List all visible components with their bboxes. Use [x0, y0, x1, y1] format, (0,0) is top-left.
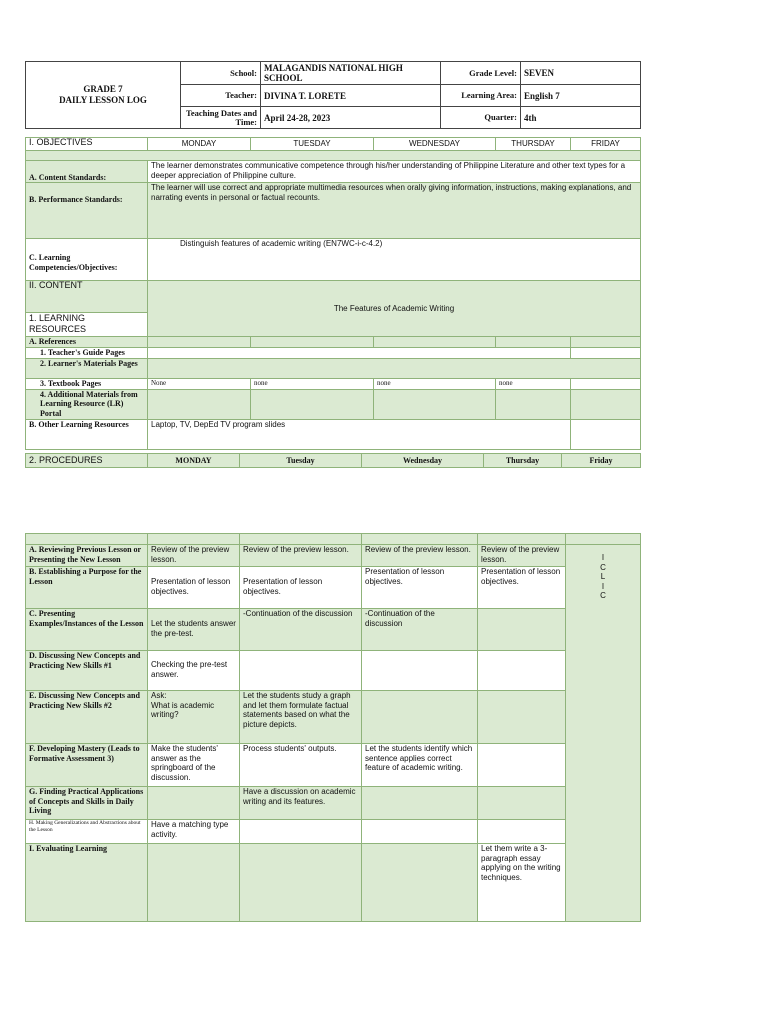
step-wednesday [362, 691, 478, 744]
textbook-monday: None [148, 378, 251, 389]
step-tuesday: Process students' outputs. [240, 744, 362, 787]
header-table [25, 61, 641, 129]
grade-title: GRADE 7 [83, 84, 123, 94]
ref-cell [496, 337, 571, 348]
iclic-letter: L [600, 572, 606, 581]
other-cell [571, 419, 641, 449]
step-wednesday [362, 651, 478, 691]
blank-cell [26, 534, 148, 545]
performance-standards-text: The learner will use correct and appropriate multimedia resources when orally giving information, instructions, making explanations, and narrating events in personal or factual recounts. [148, 183, 641, 239]
step-wednesday [362, 820, 478, 844]
step-wednesday: -Continuation of the discussion [362, 609, 478, 651]
competencies-text: Distinguish features of academic writing (EN7WC-i-c-4.2) [148, 239, 641, 281]
teacher-value: DIVINA T. LORETE [261, 85, 441, 107]
additional-cell [251, 389, 374, 419]
step-monday: Checking the pre-test answer. [148, 651, 240, 691]
additional-cell [571, 389, 641, 419]
other-resources-label: B. Other Learning Resources [26, 419, 148, 449]
step-tuesday: -Continuation of the discussion [240, 609, 362, 651]
procedures-table [25, 533, 641, 922]
step-wednesday: Presentation of lesson objectives. [362, 567, 478, 609]
step-thursday [478, 787, 566, 820]
dates-value: April 24-28, 2023 [261, 107, 441, 129]
procedures-header-table [25, 453, 641, 468]
textbook-tuesday: none [251, 378, 374, 389]
iclic-letter: C [600, 562, 606, 572]
teachers-guide-label: 1. Teacher's Guide Pages [26, 347, 148, 358]
objectives-heading: I. OBJECTIVES [26, 138, 148, 151]
teacher-label: Teacher: [181, 85, 261, 107]
proc-day-thursday: Thursday [484, 454, 562, 468]
step-thursday [478, 609, 566, 651]
textbook-label: 3. Textbook Pages [26, 378, 148, 389]
blank-cell [566, 534, 641, 545]
obj-day-friday: FRIDAY [571, 138, 641, 151]
step-thursday [478, 651, 566, 691]
learners-materials-label: 2. Learner's Materials Pages [26, 358, 148, 378]
obj-day-monday: MONDAY [148, 138, 251, 151]
step-monday: Review of the preview lesson. [148, 545, 240, 567]
other-resources-value: Laptop, TV, DepEd TV program slides [148, 419, 571, 449]
grade-level-label: Grade Level: [441, 62, 521, 85]
proc-day-monday: MONDAY [148, 454, 240, 468]
learning-area-label: Learning Area: [441, 85, 521, 107]
iclic-letter: C [600, 591, 606, 600]
dates-label: Teaching Dates and Time: [181, 107, 261, 129]
step-monday: Ask: What is academic writing? [148, 691, 240, 744]
log-title: DAILY LESSON LOG [59, 95, 147, 105]
textbook-thursday: none [496, 378, 571, 389]
ref-cell [571, 337, 641, 348]
ref-cell [251, 337, 374, 348]
additional-cell [496, 389, 571, 419]
step-wednesday [362, 787, 478, 820]
materials-cell [148, 358, 641, 378]
content-heading: II. CONTENT [26, 281, 148, 313]
iclic-letter: I [601, 553, 605, 562]
step-wednesday [362, 844, 478, 922]
references-label: A. References [26, 337, 148, 348]
step-thursday [478, 744, 566, 787]
step-label: F. Developing Mastery (Leads to Formative Assessment 3) [26, 744, 148, 787]
step-tuesday: Review of the preview lesson. [240, 545, 362, 567]
blank-cell [240, 534, 362, 545]
additional-cell [374, 389, 496, 419]
school-value: MALAGANDIS NATIONAL HIGH SCHOOL [261, 62, 441, 85]
step-label: E. Discussing New Concepts and Practicing New Skills #2 [26, 691, 148, 744]
objectives-table [25, 137, 641, 450]
step-monday: Have a matching type activity. [148, 820, 240, 844]
step-monday: Let the students answer the pre-test. [148, 609, 240, 651]
lesson-topic: The Features of Academic Writing [148, 281, 641, 337]
step-label: B. Establishing a Purpose for the Lesson [26, 567, 148, 609]
obj-day-tuesday: TUESDAY [251, 138, 374, 151]
content-standards-label: A. Content Standards: [26, 161, 148, 183]
step-tuesday [240, 820, 362, 844]
step-label: H. Making Generalizations and Abstractions about the Lesson [26, 820, 148, 844]
grade-level-value: SEVEN [521, 62, 641, 85]
step-thursday [478, 820, 566, 844]
quarter-value: 4th [521, 107, 641, 129]
step-tuesday: Presentation of lesson objectives. [240, 567, 362, 609]
guide-cell [571, 347, 641, 358]
step-thursday: Review of the preview lesson. [478, 545, 566, 567]
content-standards-text: The learner demonstrates communicative competence through his/her understanding of Philippine Literature and other text types for a deeper appreciation of Philippine culture. [148, 161, 641, 183]
textbook-wednesday: none [374, 378, 496, 389]
step-wednesday: Let the students identify which sentence applies correct feature of academic writing. [362, 744, 478, 787]
step-tuesday [240, 844, 362, 922]
step-label: I. Evaluating Learning [26, 844, 148, 922]
procedures-heading: 2. PROCEDURES [26, 454, 148, 468]
header-title [26, 62, 181, 129]
step-monday [148, 787, 240, 820]
ref-cell [148, 337, 251, 348]
spacer-row [26, 151, 641, 161]
performance-standards-label: B. Performance Standards: [26, 183, 148, 239]
obj-day-wednesday: WEDNESDAY [374, 138, 496, 151]
school-label: School: [181, 62, 261, 85]
iclic-letter: I [601, 581, 605, 591]
step-tuesday [240, 651, 362, 691]
friday-iclic-column [566, 545, 641, 922]
step-label: C. Presenting Examples/Instances of the Lesson [26, 609, 148, 651]
textbook-friday [571, 378, 641, 389]
step-thursday: Presentation of lesson objectives. [478, 567, 566, 609]
learning-area-value: English 7 [521, 85, 641, 107]
additional-cell [148, 389, 251, 419]
step-label: D. Discussing New Concepts and Practicing New Skills #1 [26, 651, 148, 691]
additional-materials-label: 4. Additional Materials from Learning Resource (LR) Portal [26, 389, 148, 419]
obj-day-thursday: THURSDAY [496, 138, 571, 151]
step-label: A. Reviewing Previous Lesson or Presenting the New Lesson [26, 545, 148, 567]
blank-cell [362, 534, 478, 545]
step-monday [148, 844, 240, 922]
step-thursday [478, 691, 566, 744]
step-tuesday: Let the students study a graph and let them formulate factual statements based on what the picture depicts. [240, 691, 362, 744]
step-monday: Presentation of lesson objectives. [148, 567, 240, 609]
ref-cell [374, 337, 496, 348]
blank-cell [478, 534, 566, 545]
learning-resources-label: 1. LEARNING RESOURCES [26, 313, 148, 337]
step-monday: Make the students' answer as the springboard of the discussion. [148, 744, 240, 787]
step-tuesday: Have a discussion on academic writing and its features. [240, 787, 362, 820]
proc-day-friday: Friday [562, 454, 641, 468]
proc-day-wednesday: Wednesday [362, 454, 484, 468]
step-label: G. Finding Practical Applications of Concepts and Skills in Daily Living [26, 787, 148, 820]
blank-cell [148, 534, 240, 545]
step-thursday: Let them write a 3-paragraph essay applying on the writing techniques. [478, 844, 566, 922]
step-wednesday: Review of the preview lesson. [362, 545, 478, 567]
quarter-label: Quarter: [441, 107, 521, 129]
competencies-label: C. Learning Competencies/Objectives: [26, 239, 148, 281]
proc-day-tuesday: Tuesday [240, 454, 362, 468]
guide-cell [148, 347, 571, 358]
